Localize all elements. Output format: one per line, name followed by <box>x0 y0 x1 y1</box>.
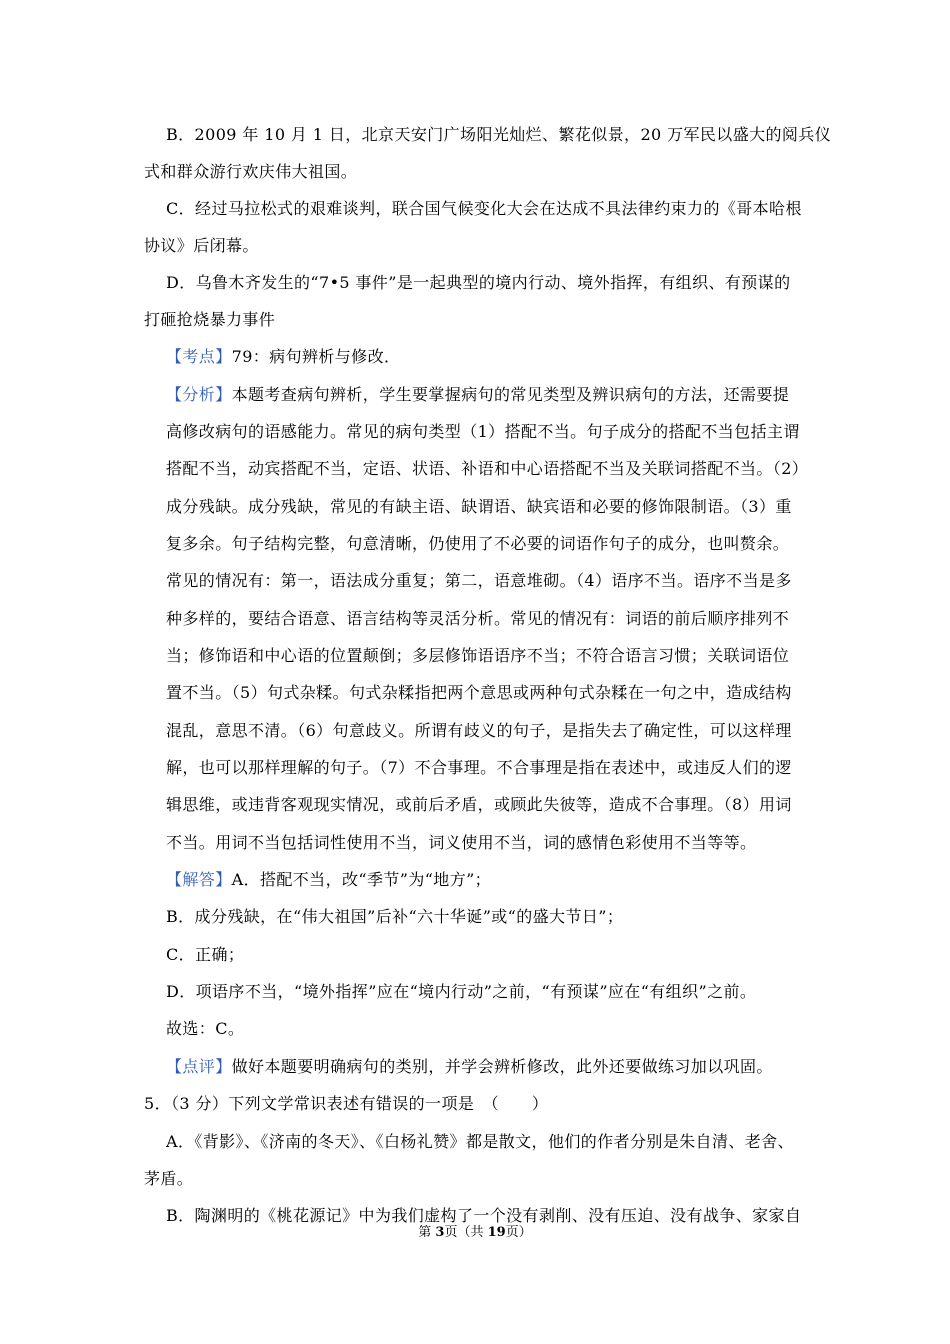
fenxi-line: 种多样的，要结合语意、语言结构等灵活分析。常见的情况有：词语的前后顺序排列不 <box>166 609 790 628</box>
footer-post: 页） <box>505 1225 532 1240</box>
option-c-line-2: 协议》后闭幕。 <box>144 236 259 255</box>
option-d-line-1: D．乌鲁木齐发生的“7•5 事件”是一起典型的境内行动、境外指挥，有组织、有预谋的 <box>166 273 791 292</box>
question-5-stem: 5．（3 分）下列文学常识表述有错误的一项是 （ ） <box>144 1094 549 1113</box>
jieda-tag: 【解答】 <box>166 870 232 889</box>
dianping-line <box>166 1056 773 1078</box>
kaodian-tag: 【考点】 <box>166 347 232 366</box>
dianping-tag: 【点评】 <box>166 1057 232 1076</box>
fenxi-line: 置不当。（5）句式杂糅。句式杂糅指把两个意思或两种句式杂糅在一句之中，造成结构 <box>166 683 792 702</box>
dianping-text: 做好本题要明确病句的类别，并学会辨析修改，此外还要做练习加以巩固。 <box>231 1057 773 1076</box>
question-5-option-a-line-1: A．《背影》、《济南的冬天》、《白杨礼赞》都是散文，他们的作者分别是朱自清、老舍、 <box>166 1132 794 1151</box>
footer-page-number: 3 <box>435 1225 445 1240</box>
kaodian-text: 79：病句辨析与修改． <box>231 347 401 366</box>
fenxi-first: 本题考查病句辨析，学生要掌握病句的常见类型及辨识病句的方法，还需要提 <box>231 385 790 404</box>
option-b-line-2: 式和群众游行欢庆伟大祖国。 <box>144 162 358 181</box>
fenxi-line: 高修改病句的语感能力。常见的病句类型（1）搭配不当。句子成分的搭配不当包括主谓 <box>166 422 800 441</box>
page-footer <box>0 1224 950 1242</box>
fenxi-line: 解，也可以那样理解的句子。（7）不合事理。不合事理是指在表述中，或违反人们的逻 <box>166 758 792 777</box>
fenxi-line: 当；修饰语和中心语的位置颠倒；多层修饰语语序不当；不符合语言习惯；关联词语位 <box>166 646 790 665</box>
jieda-line: D．项语序不当，“境外指挥”应在“境内行动”之前，“有预谋”应在“有组织”之前。 <box>166 982 757 1001</box>
fenxi-line: 混乱，意思不清。（6）句意歧义。所谓有歧义的句子，是指失去了确定性，可以这样理 <box>166 721 792 740</box>
option-d-line-2: 打砸抢烧暴力事件 <box>144 310 276 329</box>
footer-total-pages: 19 <box>487 1225 506 1240</box>
fenxi-line: 复多余。句子结构完整，句意清晰，仍使用了不必要的词语作句子的成分，也叫赘余。 <box>166 534 790 553</box>
fenxi-line: 常见的情况有：第一，语法成分重复；第二，语意堆砌。（4）语序不当。语序不当是多 <box>166 571 792 590</box>
fenxi-line: 成分残缺。成分残缺，常见的有缺主语、缺谓语、缺宾语和必要的修饰限制语。（3）重 <box>166 497 792 516</box>
jieda-line: C．正确； <box>166 945 245 964</box>
jieda-line-1 <box>166 869 491 891</box>
fenxi-line: 不当。用词不当包括词性使用不当，词义使用不当，词的感情色彩使用不当等等。 <box>166 833 757 852</box>
option-b-line-1: B．2009 年 10 月 1 日，北京天安门广场阳光灿烂、繁花似景，20 万军民以盛大的阅兵仪 <box>166 125 832 144</box>
fenxi-tag: 【分析】 <box>166 385 232 404</box>
kaodian-line <box>166 346 400 368</box>
fenxi-line: 辑思维，或违背客观现实情况，或前后矛盾，或顾此失彼等，造成不合事理。（8）用词 <box>166 795 792 814</box>
jieda-line: B．成分残缺，在“伟大祖国”后补“六十华诞”或“的盛大节日”； <box>166 907 624 926</box>
question-5-option-a-line-2: 茅盾。 <box>144 1169 194 1188</box>
jieda-line: 故选：C。 <box>166 1019 245 1038</box>
option-c-line-1: C．经过马拉松式的艰难谈判，联合国气候变化大会在达成不具法律约束力的《哥本哈根 <box>166 199 802 218</box>
question-5-option-b-line-1: B．陶渊明的《桃花源记》中为我们虚构了一个没有剥削、没有压迫、没有战争、家家自 <box>166 1206 802 1225</box>
fenxi-line: 搭配不当，动宾搭配不当，定语、状语、补语和中心语搭配不当及关联词搭配不当。（2） <box>166 459 809 478</box>
fenxi-line-1 <box>166 384 789 406</box>
footer-pre: 第 <box>418 1225 436 1240</box>
jieda-first: A．搭配不当，改“季节”为“地方”； <box>231 870 492 889</box>
footer-mid: 页（共 <box>444 1225 488 1240</box>
